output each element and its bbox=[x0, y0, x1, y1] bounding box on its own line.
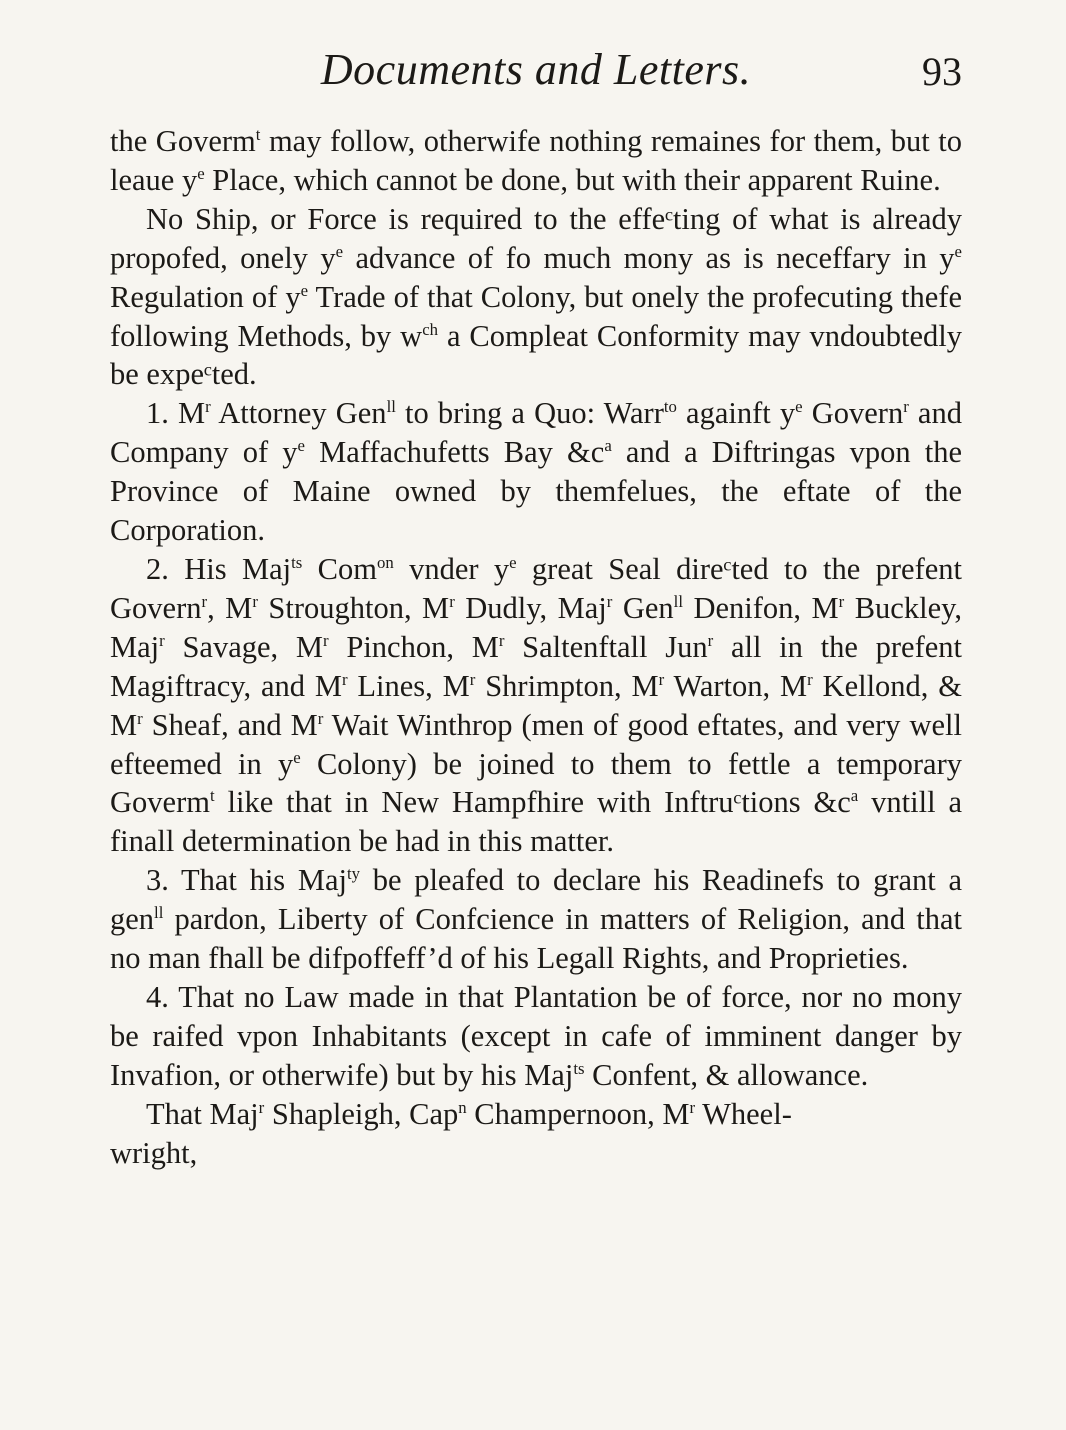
paragraph-shapleigh: That Maj$^r$ Shapleigh, Cap$^n$ Champernoon, $M^r$ Wheel- bbox=[146, 1096, 792, 1131]
page-number: 93 bbox=[922, 49, 962, 94]
paragraph-item-2: 2. His Maj$^{ts}$ Com$^{on}$ vnder $y^e$ great Seal direᶜted to the prefent Govern$^r$, $M^r$ Stroughton, $M^r$ Dudly, Maj$^r$ Gen$^{ll}$ Denifon, $M^r$ Buckley, Maj$^r$ Savage, $M^r$ Pinchon, $M^r$ Saltenftall Jun$^r$ all in the prefent Magiftracy, and $M^r$ Lines, $M^r$ Shrimpton, $M^r$ Warton, $M^r$ Kellond, & $M^r$ Sheaf, and $M^r$ Wait Winthrop (men of good eftates, and very well efteemed in $y^e$ Colony) be joined to them to fettle a temporary Goverm$^t$ like that in New Hampfhire with Inftruᶜtions $\&c^a$ vntill a finall determination be had in this matter. bbox=[110, 551, 962, 859]
paragraph-item-3: 3. That his Maj$^{ty}$ be pleafed to declare his Readinefs to grant a gen$^{ll}$ pardon, Liberty of Confcience in matters of Religion, and that no man fhall be difpoffeff’d of his Legall Rights, and Proprieties. bbox=[110, 863, 962, 976]
running-title: Documents and Letters. bbox=[320, 45, 752, 94]
paragraph-item-1: 1. $M^r$ Attorney Gen$^{ll}$ to bring a Quo: Warr$^{to}$ againft $y^e$ Govern$^r$ and Company of $y^e$ Maffachufetts Bay $\&c^a$ and a Diftringas vpon the Province of Maine owned by themfelues, the eftate of the Corporation. bbox=[110, 396, 962, 548]
page-header bbox=[110, 44, 962, 104]
catchword: wright, bbox=[110, 1135, 198, 1170]
paragraph-continuation: the Goverm$^t$ may follow, otherwife nothing remaines for them, but to leaue $y^e$ Place, which cannot be done, but with their apparent Ruine. bbox=[110, 124, 962, 197]
body-text bbox=[110, 122, 962, 1172]
paragraph-no-ship: No Ship, or Force is required to the effeᶜting of what is already propofed, onely $y^e$ advance of fo much mony as is neceffary in $y^e$ Regulation of $y^e$ Trade of that Colony, but onely the profecuting thefe following Methods, by $w^{ch}$ a Compleat Conformity may vndoubtedly be expeᶜted. bbox=[110, 201, 963, 392]
paragraph-item-4: 4. That no Law made in that Plantation be of force, nor no mony be raifed vpon Inhabitants (except in cafe of imminent danger by Invafion, or otherwife) but by his Maj$^{ts}$ Confent, & allowance. bbox=[110, 979, 962, 1092]
